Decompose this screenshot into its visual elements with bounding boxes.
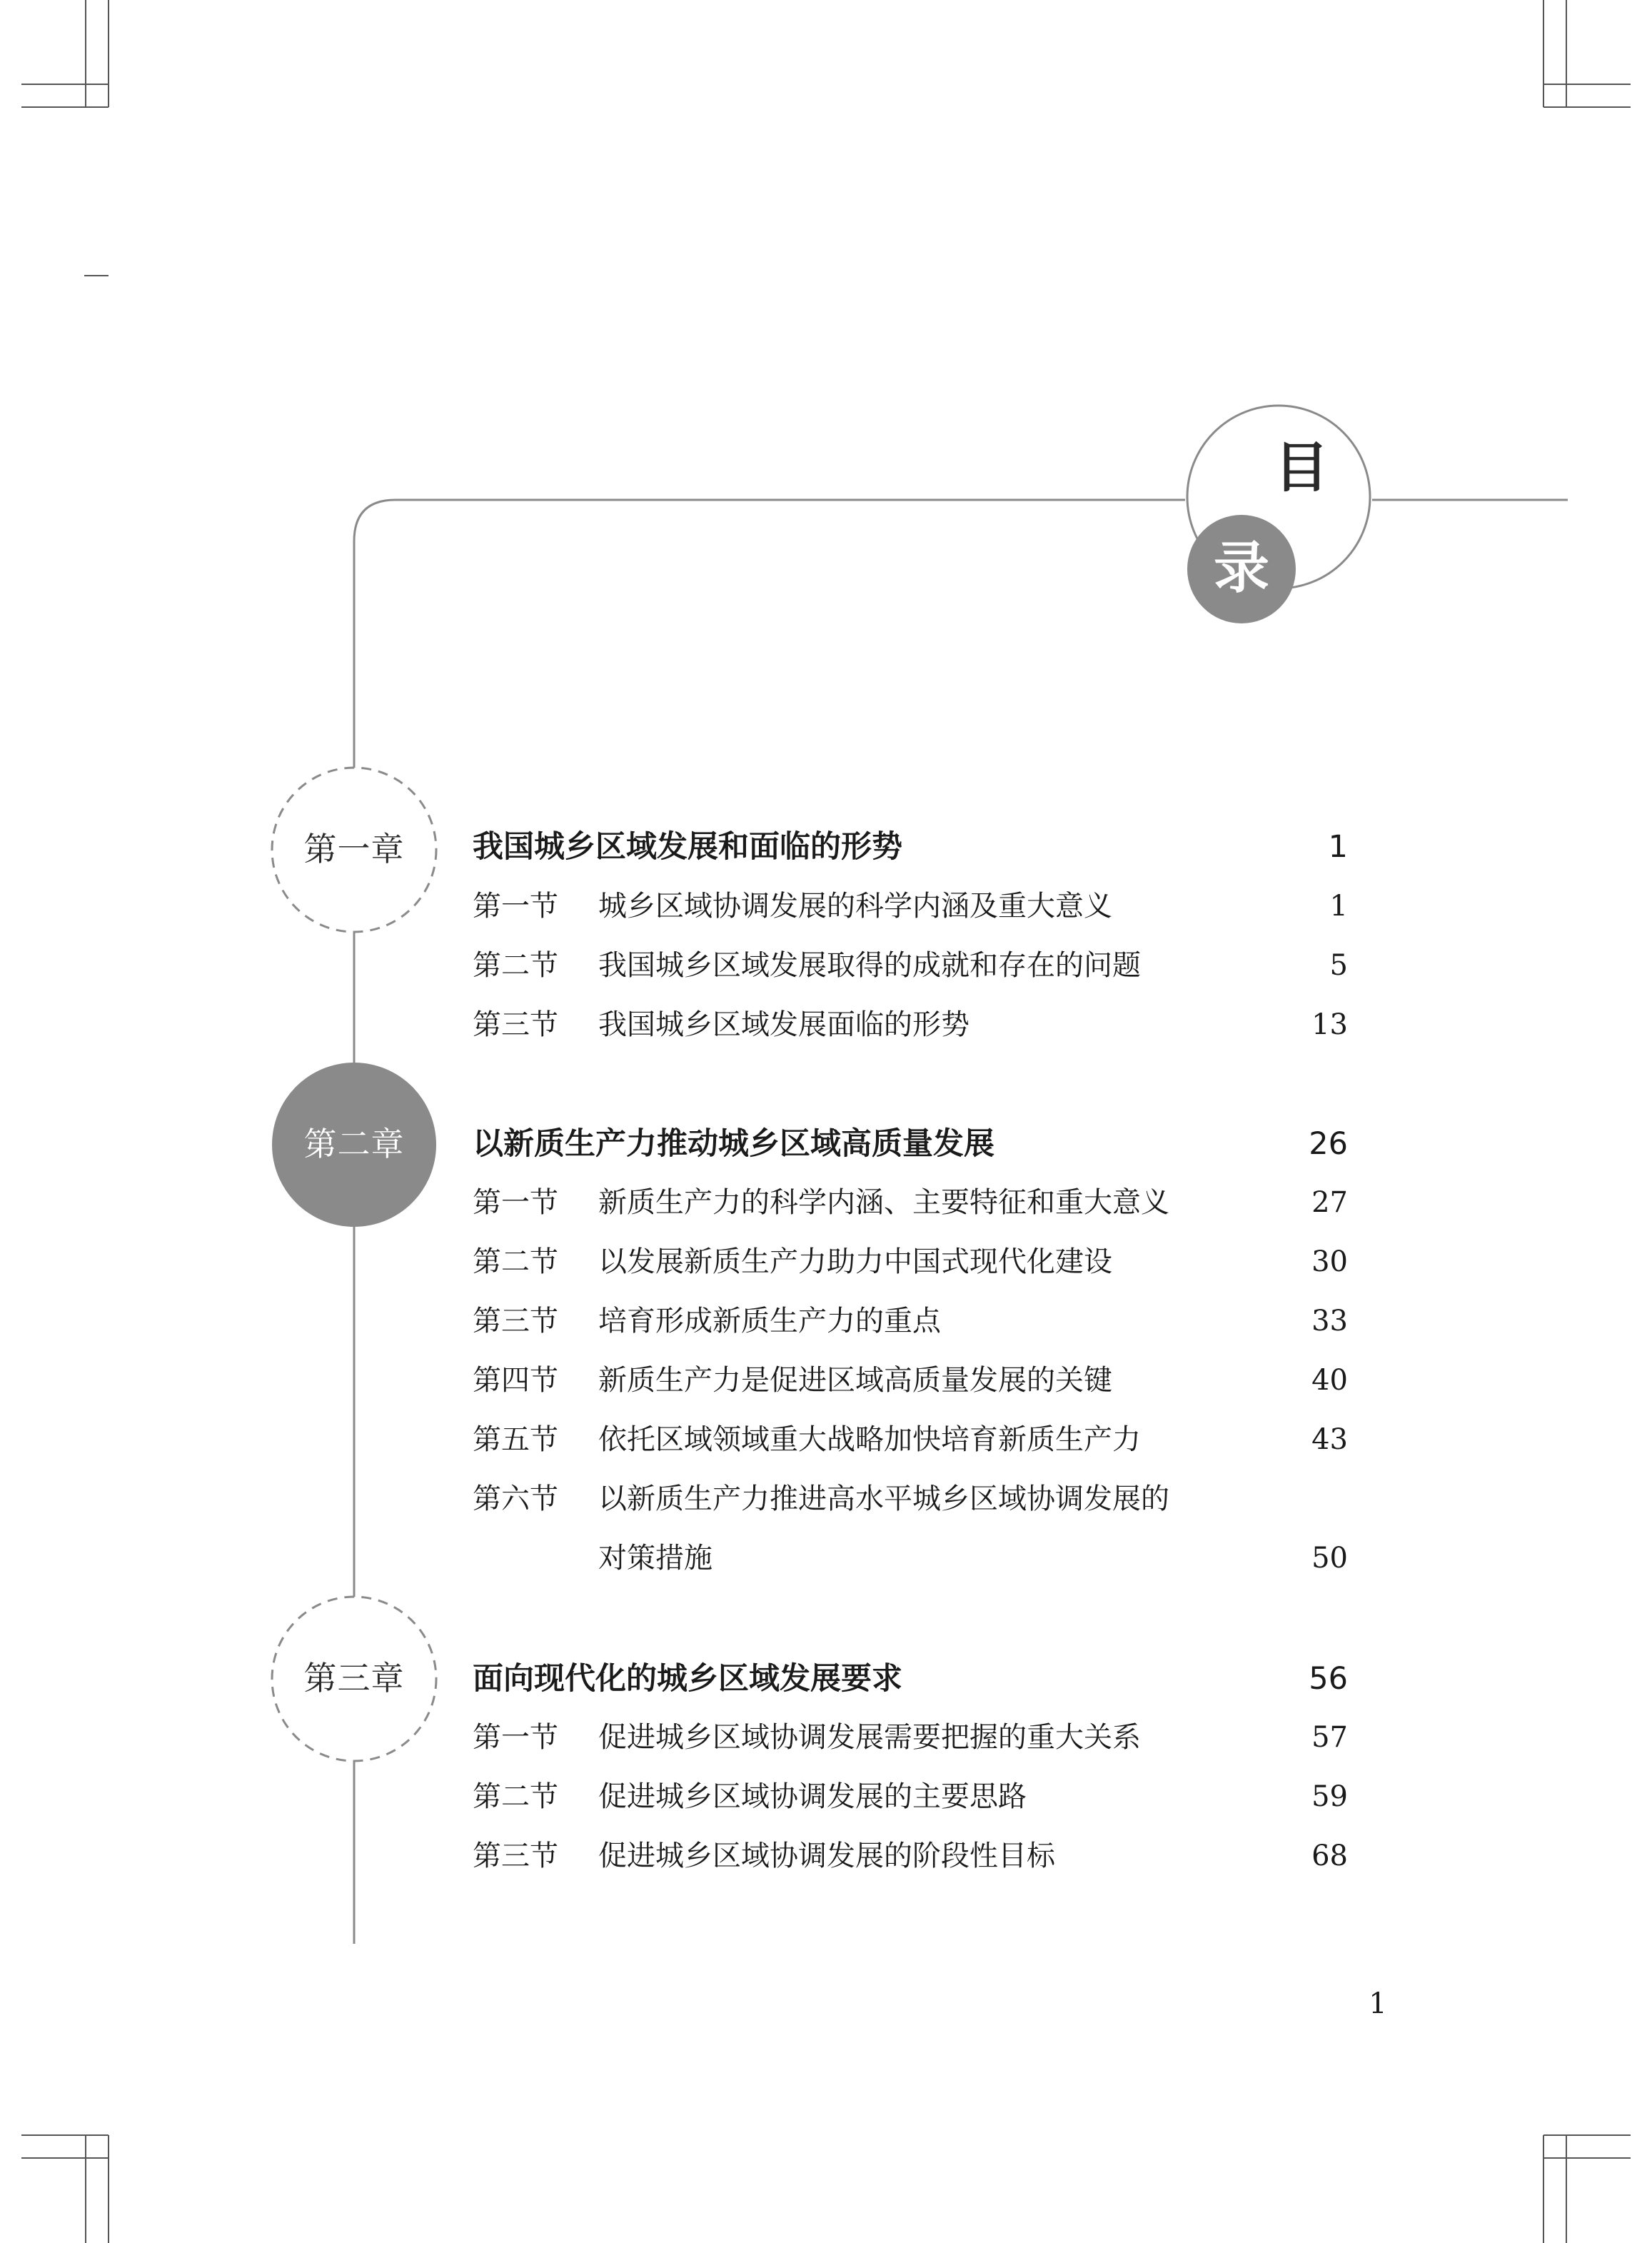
section-title: 我国城乡区域发展面临的形势 xyxy=(598,1008,969,1041)
section-label: 第三节 xyxy=(473,1008,558,1041)
section-page-number: 50 xyxy=(1311,1542,1348,1575)
page-folio-number: 1 xyxy=(1369,1987,1387,2020)
toc-title-char-1: 目 xyxy=(1274,436,1329,499)
section-label: 第三节 xyxy=(473,1305,558,1338)
chapter-page-number: 56 xyxy=(1309,1661,1348,1697)
section-page-number: 27 xyxy=(1311,1186,1348,1219)
section-page-number: 5 xyxy=(1329,949,1348,982)
section-title: 培育形成新质生产力的重点 xyxy=(598,1305,941,1338)
section-page-number: 33 xyxy=(1311,1305,1348,1338)
chapter-page-number: 26 xyxy=(1309,1126,1348,1162)
section-page-number: 59 xyxy=(1311,1780,1348,1813)
section-title: 以发展新质生产力助力中国式现代化建设 xyxy=(598,1245,1112,1278)
section-page-number: 68 xyxy=(1311,1840,1348,1872)
section-title: 我国城乡区域发展取得的成就和存在的问题 xyxy=(598,949,1141,982)
chapter-3-label: 第三章 xyxy=(303,1659,405,1697)
section-label: 第四节 xyxy=(473,1364,558,1397)
section-title: 促进城乡区域协调发展需要把握的重大关系 xyxy=(598,1721,1141,1754)
section-page-number: 57 xyxy=(1311,1721,1348,1754)
section-title: 新质生产力是促进区域高质量发展的关键 xyxy=(598,1364,1112,1397)
section-page-number: 30 xyxy=(1311,1245,1348,1278)
section-page-number: 43 xyxy=(1311,1423,1348,1456)
section-label: 第六节 xyxy=(473,1482,558,1515)
section-title: 新质生产力的科学内涵、主要特征和重大意义 xyxy=(598,1186,1169,1219)
section-title: 依托区域领域重大战略加快培育新质生产力 xyxy=(598,1423,1141,1456)
section-label: 第二节 xyxy=(473,1780,558,1813)
section-title: 促进城乡区域协调发展的主要思路 xyxy=(598,1780,1027,1813)
section-label: 第一节 xyxy=(473,890,558,923)
chapter-title: 以新质生产力推动城乡区域高质量发展 xyxy=(473,1126,994,1162)
chapter-1-label: 第一章 xyxy=(303,830,405,868)
chapter-title: 我国城乡区域发展和面临的形势 xyxy=(473,829,902,865)
section-label: 第三节 xyxy=(473,1840,558,1872)
section-title: 以新质生产力推进高水平城乡区域协调发展的 xyxy=(598,1482,1169,1515)
chapter-2-label: 第二章 xyxy=(303,1125,405,1163)
section-title: 促进城乡区域协调发展的阶段性目标 xyxy=(598,1840,1055,1872)
chapter-page-number: 1 xyxy=(1328,829,1348,865)
section-page-number: 40 xyxy=(1311,1364,1348,1397)
section-title: 城乡区域协调发展的科学内涵及重大意义 xyxy=(598,890,1112,923)
section-page-number: 1 xyxy=(1329,890,1348,923)
section-label: 第一节 xyxy=(473,1186,558,1219)
crop-marks xyxy=(21,0,1631,2243)
toc-title-char-2: 录 xyxy=(1213,536,1269,601)
section-label: 第一节 xyxy=(473,1721,558,1754)
section-page-number: 13 xyxy=(1311,1008,1348,1041)
chapter-title: 面向现代化的城乡区域发展要求 xyxy=(473,1661,902,1697)
section-label: 第五节 xyxy=(473,1423,558,1456)
section-label: 第二节 xyxy=(473,949,558,982)
section-title-continued: 对策措施 xyxy=(598,1542,712,1575)
section-label: 第二节 xyxy=(473,1245,558,1278)
